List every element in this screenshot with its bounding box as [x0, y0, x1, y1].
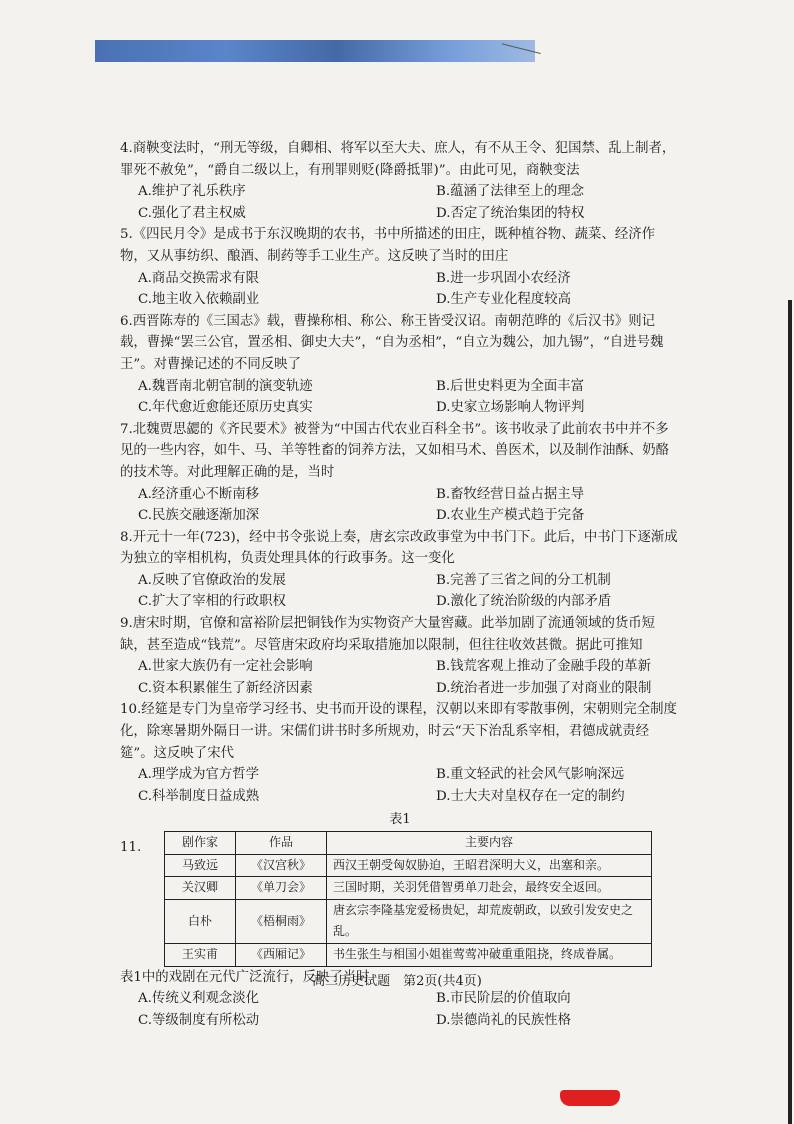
- option-d: D.否定了统治集团的特权: [436, 205, 585, 221]
- option-b: B.完善了三省之间的分工机制: [436, 572, 611, 588]
- option-a: A.理学成为官方哲学: [138, 767, 260, 783]
- page-footer: 高二历史试题 第2页(共4页): [312, 974, 482, 989]
- option-grid: [120, 988, 680, 1031]
- option-d: D.农业生产模式趋于完备: [436, 508, 585, 524]
- option-c: C.等级制度有所松动: [138, 1012, 260, 1028]
- drama-table: [164, 831, 652, 967]
- option-a: A.经济重心不断南移: [138, 486, 260, 502]
- question-block: [120, 613, 680, 699]
- exam-content: [120, 138, 680, 1031]
- option-grid: [120, 656, 680, 699]
- option-d: D.崇德尚礼的民族性格: [436, 1012, 572, 1028]
- option-grid: [120, 268, 680, 311]
- question-block: [120, 138, 680, 224]
- option-b: B.畜牧经营日益占据主导: [436, 486, 585, 502]
- option-c: C.科举制度日益成熟: [138, 788, 260, 804]
- table-cell: 唐玄宗李隆基宠爱杨贵妃，却荒废朝政，以致引发安史之乱。: [327, 899, 652, 943]
- question-stem: 10.经筵是专门为皇帝学习经书、史书而开设的课程，汉朝以来即有零散事例，宋朝则完全制度化，除寒暑期外隔日一讲。宋儒们讲书时多所规劝，时云“天下治乱系宰相，君德成就责经筵”。这反映了宋代: [120, 702, 677, 761]
- table-cell: 白朴: [165, 899, 236, 943]
- option-c: C.强化了君主权威: [138, 205, 246, 221]
- option-d: D.士大夫对皇权存在一定的制约: [436, 788, 625, 804]
- question-stem: 8.开元十一年(723)，经中书令张说上奏，唐玄宗改政事堂为中书门下。此后，中书门下逐渐成为独立的宰相机构，负责处理具体的行政事务。这一变化: [120, 529, 678, 567]
- option-a: A.传统义利观念淡化: [138, 991, 260, 1007]
- table-row: [165, 899, 652, 943]
- question-block: [120, 699, 680, 807]
- scan-artifact-red-mark: [560, 1090, 620, 1106]
- question-number: 11.: [120, 840, 142, 855]
- question-block: [120, 224, 680, 310]
- table-cell: 马致远: [165, 854, 236, 877]
- option-a: A.魏晋南北朝官制的演变轨迹: [138, 378, 313, 394]
- table-header: 剧作家: [165, 832, 236, 855]
- question-block: [120, 419, 680, 527]
- option-d: D.统治者进一步加强了对商业的限制: [436, 680, 652, 696]
- table-row: [165, 854, 652, 877]
- question-stem: 9.唐宋时期，官僚和富裕阶层把铜钱作为实物资产大量窖藏。此举加剧了流通领域的货币短缺，甚至造成“钱荒”。尽管唐宋政府均采取措施加以限制，但往往收效甚微。据此可推知: [120, 616, 656, 653]
- question-stem: 6.西晋陈寿的《三国志》载，曹操称相、称公、称王皆受汉诏。南朝范晔的《后汉书》则记载，曹操“罢三公官，置丞相、御史大夫”，“自为丞相”，“自立为魏公，加九锡”，“自进号魏王”。对曹操记述的不同反映了: [120, 313, 664, 372]
- table-cell: 书生张生与相国小姐崔莺莺冲破重重阻挠，终成眷属。: [327, 943, 652, 966]
- option-d: D.生产专业化程度较高: [436, 292, 572, 308]
- option-c: C.地主收入依赖副业: [138, 292, 260, 308]
- table-cell: 《梧桐雨》: [236, 899, 327, 943]
- question-11: [120, 809, 680, 1031]
- option-d: D.史家立场影响人物评判: [436, 400, 585, 416]
- question-block: [120, 311, 680, 419]
- table-cell: 关汉卿: [165, 877, 236, 900]
- option-b: B.后世史料更为全面丰富: [436, 378, 585, 394]
- option-grid: [120, 376, 680, 419]
- table-row: [165, 877, 652, 900]
- option-b: B.市民阶层的价值取向: [436, 991, 571, 1007]
- option-c: C.资本积累催生了新经济因素: [138, 680, 313, 696]
- option-a: A.反映了官僚政治的发展: [138, 572, 286, 588]
- question-stem: 表1中的戏剧在元代广泛流行，反映了当时: [120, 969, 370, 985]
- table-header: 主要内容: [327, 832, 652, 855]
- table-cell: 《单刀会》: [236, 877, 327, 900]
- table-cell: 《西厢记》: [236, 943, 327, 966]
- table-cell: 西汉王朝受匈奴胁迫，王昭君深明大义，出塞和亲。: [327, 854, 652, 877]
- option-a: A.维护了礼乐秩序: [138, 184, 246, 200]
- question-list: [120, 138, 680, 807]
- question-stem: 5.《四民月令》是成书于东汉晚期的农书，书中所描述的田庄，既种植谷物、蔬菜、经济作物，又从事纺织、酿酒、制药等手工业生产。这反映了当时的田庄: [120, 227, 656, 264]
- scan-artifact-right-edge: [788, 300, 792, 1124]
- option-c: C.民族交融逐渐加深: [138, 508, 260, 524]
- table-row: [165, 943, 652, 966]
- option-b: B.重文轻武的社会风气影响深远: [436, 767, 625, 783]
- scan-artifact-top: [95, 40, 535, 62]
- option-b: B.进一步巩固小农经济: [436, 270, 571, 286]
- option-c: C.扩大了宰相的行政职权: [138, 594, 286, 610]
- table-cell: 三国时期，关羽凭借智勇单刀赴会，最终安全返回。: [327, 877, 652, 900]
- question-stem: 7.北魏贾思勰的《齐民要术》被誉为“中国古代农业百科全书”。该书收录了此前农书中并不多见的一些内容，如牛、马、羊等牲畜的饲养方法，又如相马术、兽医术，以及制作油酥、奶酪的技术等。对此理解正确的是，当时: [120, 421, 670, 480]
- table-title: 表1: [389, 812, 411, 828]
- option-grid: [120, 181, 680, 224]
- option-d: D.激化了统治阶级的内部矛盾: [436, 594, 612, 610]
- option-grid: [120, 484, 680, 527]
- question-block: [120, 527, 680, 613]
- option-a: A.商品交换需求有限: [138, 270, 260, 286]
- table-cell: 王实甫: [165, 943, 236, 966]
- table-header-row: [165, 832, 652, 855]
- option-c: C.年代愈近愈能还原历史真实: [138, 400, 313, 416]
- option-b: B.钱荒客观上推动了金融手段的革新: [436, 659, 651, 675]
- table-cell: 《汉宫秋》: [236, 854, 327, 877]
- option-b: B.蕴涵了法律至上的理念: [436, 184, 585, 200]
- question-stem: 4.商鞅变法时，“刑无等级，自卿相、将军以至大夫、庶人，有不从王令、犯国禁、乱上制者，罪死不赦免”，“爵自二级以上，有刑罪则贬(降爵抵罪)”。由此可见，商鞅变法: [120, 141, 676, 178]
- option-grid: [120, 764, 680, 807]
- option-grid: [120, 570, 680, 613]
- table-header: 作品: [236, 832, 327, 855]
- option-a: A.世家大族仍有一定社会影响: [138, 659, 313, 675]
